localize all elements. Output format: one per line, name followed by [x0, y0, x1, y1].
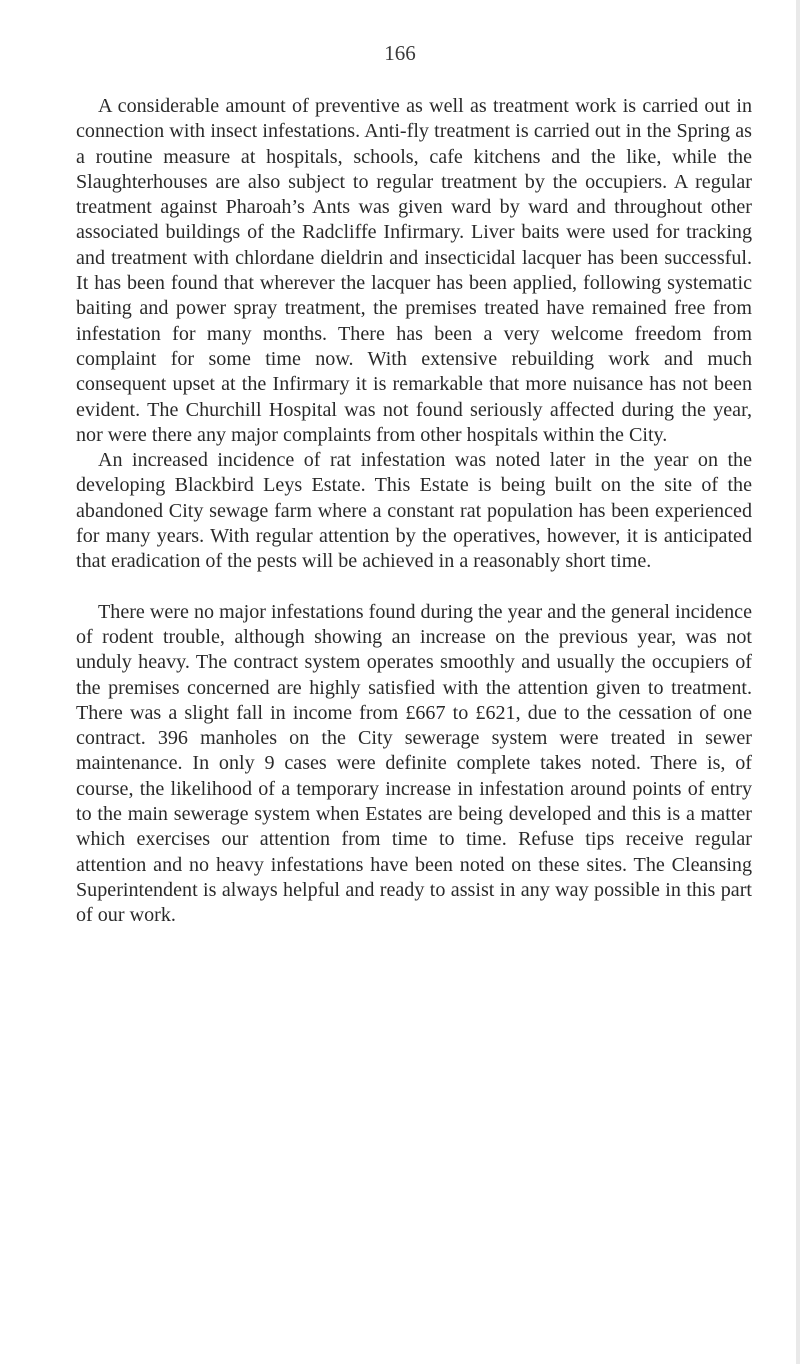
paragraph-gap: [76, 575, 752, 600]
paragraph-insect-infestations: A considerable amount of preventive as well as treatment work is carried out in connection with insect infestations. Anti-fly treatment is carried out in the Spring as a routine measure at hospitals, schools, cafe kitchens and the like, while the Slaughterhouses are also subject to regular treatment by the occupiers. A regular treatment against Pharoah’s Ants was given ward by ward and throughout other associated buildings of the Radcliffe Infirmary. Liver baits were used for tracking and treatment with chlordane dieldrin and insecticidal lacquer has been successful. It has been found that wherever the lacquer has been applied, following systematic baiting and power spray treatment, the premises treated have remained free from infestation for many months. There has been a very welcome freedom from complaint for some time now. With extensive rebuilding work and much consequent upset at the Infirmary it is remarkable that more nuisance has not been evident. The Churchill Hospital was not found seriously affected during the year, nor were there any major complaints from other hospitals within the City.: [76, 95, 752, 446]
paragraph-rat-infestation: An increased incidence of rat infestation was noted later in the year on the developing Blackbird Leys Estate. This Estate is being built on the site of the abandoned City sewage farm where a constant rat population has been experienced for many years. With regular attention by the operatives, however, it is anticipated that eradication of the pests will be achieved in a reasonably short time.: [76, 449, 752, 573]
body-text: [76, 94, 752, 929]
paragraph-rodent-trouble: There were no major infestations found during the year and the general incidence of rodent trouble, although showing an increase on the previous year, was not unduly heavy. The contract system operates smoothly and usually the occupiers of the premises concerned are highly satisfied with the attention given to treatment. There was a slight fall in income from £667 to £621, due to the cessation of one contract. 396 manholes on the City sewerage system were treated in sewer maintenance. In only 9 cases were definite complete takes noted. There is, of course, the likelihood of a temporary increase in infestation around points of entry to the main sewerage system when Estates are being developed and this is a matter which exercises our attention from time to time. Refuse tips receive regular attention and no heavy infestations have been noted on these sites. The Cleansing Superintendent is always helpful and ready to assist in any way possible in this part of our work.: [76, 600, 752, 927]
page-edge-shadow: [796, 0, 800, 1364]
page-number: 166: [384, 41, 416, 65]
